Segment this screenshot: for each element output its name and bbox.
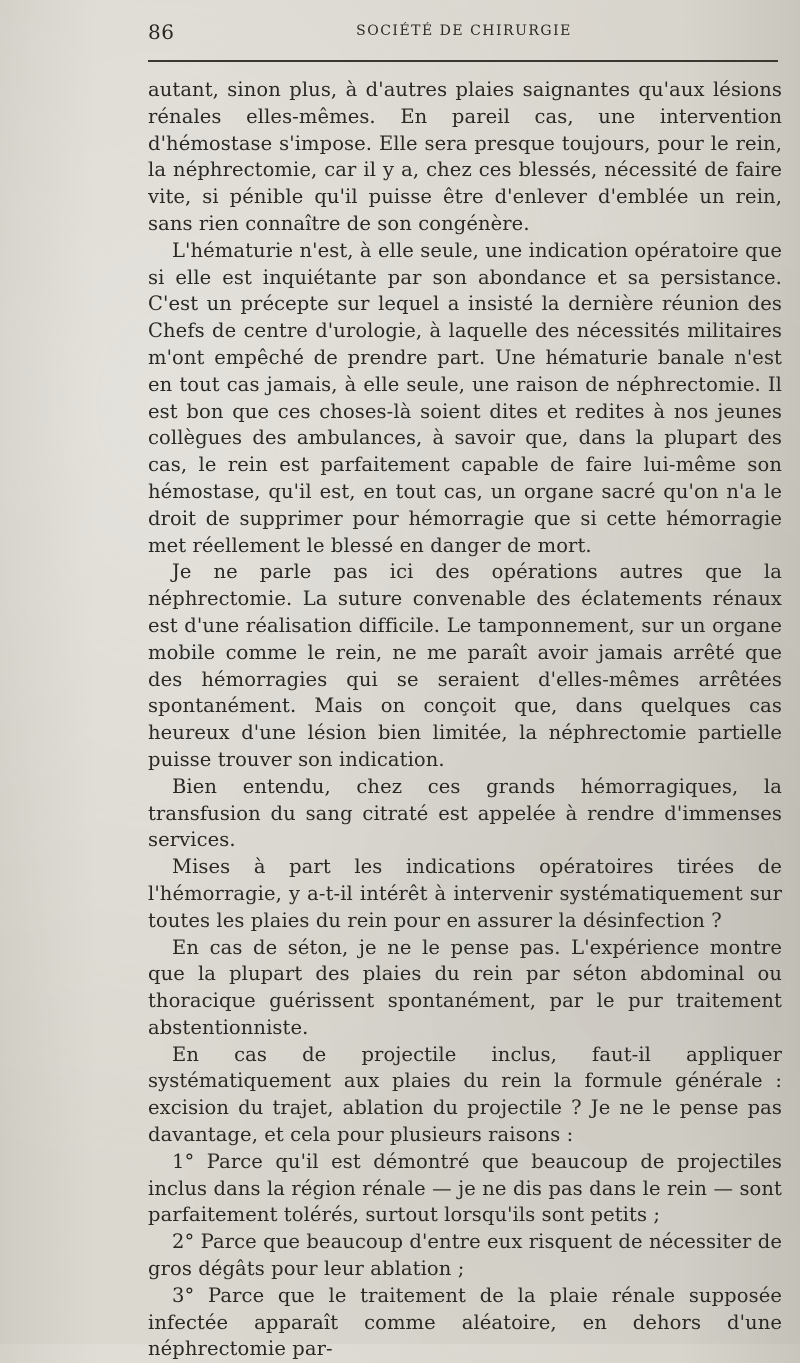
paragraph: 1° Parce qu'il est démontré que beaucoup de projectiles inclus dans la région rénale — je ne dis pas dans le rein — sont parfaitement tolérés, surtout lorsqu'ils sont petits ; bbox=[148, 1149, 782, 1227]
paragraph: Je ne parle pas ici des opérations autres que la néphrectomie. La suture convenable des éclatements rénaux est d'une réalisation difficile. Le tamponnement, sur un organe mobile comme le rein, ne me paraît avoir jamais arrêté que des hémorragies qui se seraient d'elles-mêmes arrêtées spontanément. Mais on conçoit que, dans quelques cas heureux d'une lésion bien limitée, la néphrectomie partielle puisse trouver son indication. bbox=[148, 560, 782, 771]
paragraph: 2° Parce que beaucoup d'entre eux risquent de nécessiter de gros dégâts pour leur ablation ; bbox=[148, 1230, 782, 1281]
paragraph: En cas de projectile inclus, faut-il appliquer systématiquement aux plaies du rein la formule générale : excision du trajet, ablation du projectile ? Je ne le pense pas davantage, et cela pour plusieurs raisons : bbox=[148, 1042, 782, 1147]
paragraph: En cas de séton, je ne le pense pas. L'expérience montre que la plupart des plaies du rein par séton abdominal ou thoracique guérissent spontanément, par le pur traitement abstentionniste. bbox=[148, 935, 782, 1039]
paragraph: Mises à part les indications opératoires tirées de l'hémorragie, y a-t-il intérêt à intervenir systématiquement sur toutes les plaies du rein pour en assurer la désinfection ? bbox=[148, 855, 782, 932]
header-rule bbox=[148, 60, 778, 62]
page-header bbox=[148, 20, 780, 44]
paragraph: autant, sinon plus, à d'autres plaies saignantes qu'aux lésions rénales elles-mêmes. En pareil cas, une intervention d'hémostase s'impose. Elle sera presque toujours, pour le rein, la néphrectomie, car il y a, chez ces blessés, nécessité de faire vite, si pénible qu'il puisse être d'enlever d'emblée un rein, sans rien connaître de son congénère. bbox=[148, 78, 782, 235]
paragraph: Bien entendu, chez ces grands hémorragiques, la transfusion du sang citraté est appelée à rendre d'immenses services. bbox=[148, 774, 782, 852]
paragraph: 3° Parce que le traitement de la plaie rénale supposée infectée apparaît comme aléatoire, en dehors d'une néphrectomie par- bbox=[148, 1283, 782, 1361]
page-number: 86 bbox=[148, 20, 175, 44]
running-head: SOCIÉTÉ DE CHIRURGIE bbox=[356, 23, 572, 39]
body-text bbox=[148, 77, 782, 1363]
paragraph: L'hématurie n'est, à elle seule, une indication opératoire que si elle est inquiétante par son abondance et sa persistance. C'est un précepte sur lequel a insisté la dernière réunion des Chefs de centre d'urologie, à laquelle des nécessités militaires m'ont empêché de prendre part. Une hématurie banale n'est en tout cas jamais, à elle seule, une raison de néphrectomie. Il est bon que ces choses-là soient dites et redites à nos jeunes collègues des ambulances, à savoir que, dans la plupart des cas, le rein est parfaitement capable de faire lui-même son hémostase, qu'il est, en tout cas, un organe sacré qu'on n'a le droit de supprimer pour hémorragie que si cette hémorragie met réellement le blessé en danger de mort. bbox=[148, 238, 782, 557]
